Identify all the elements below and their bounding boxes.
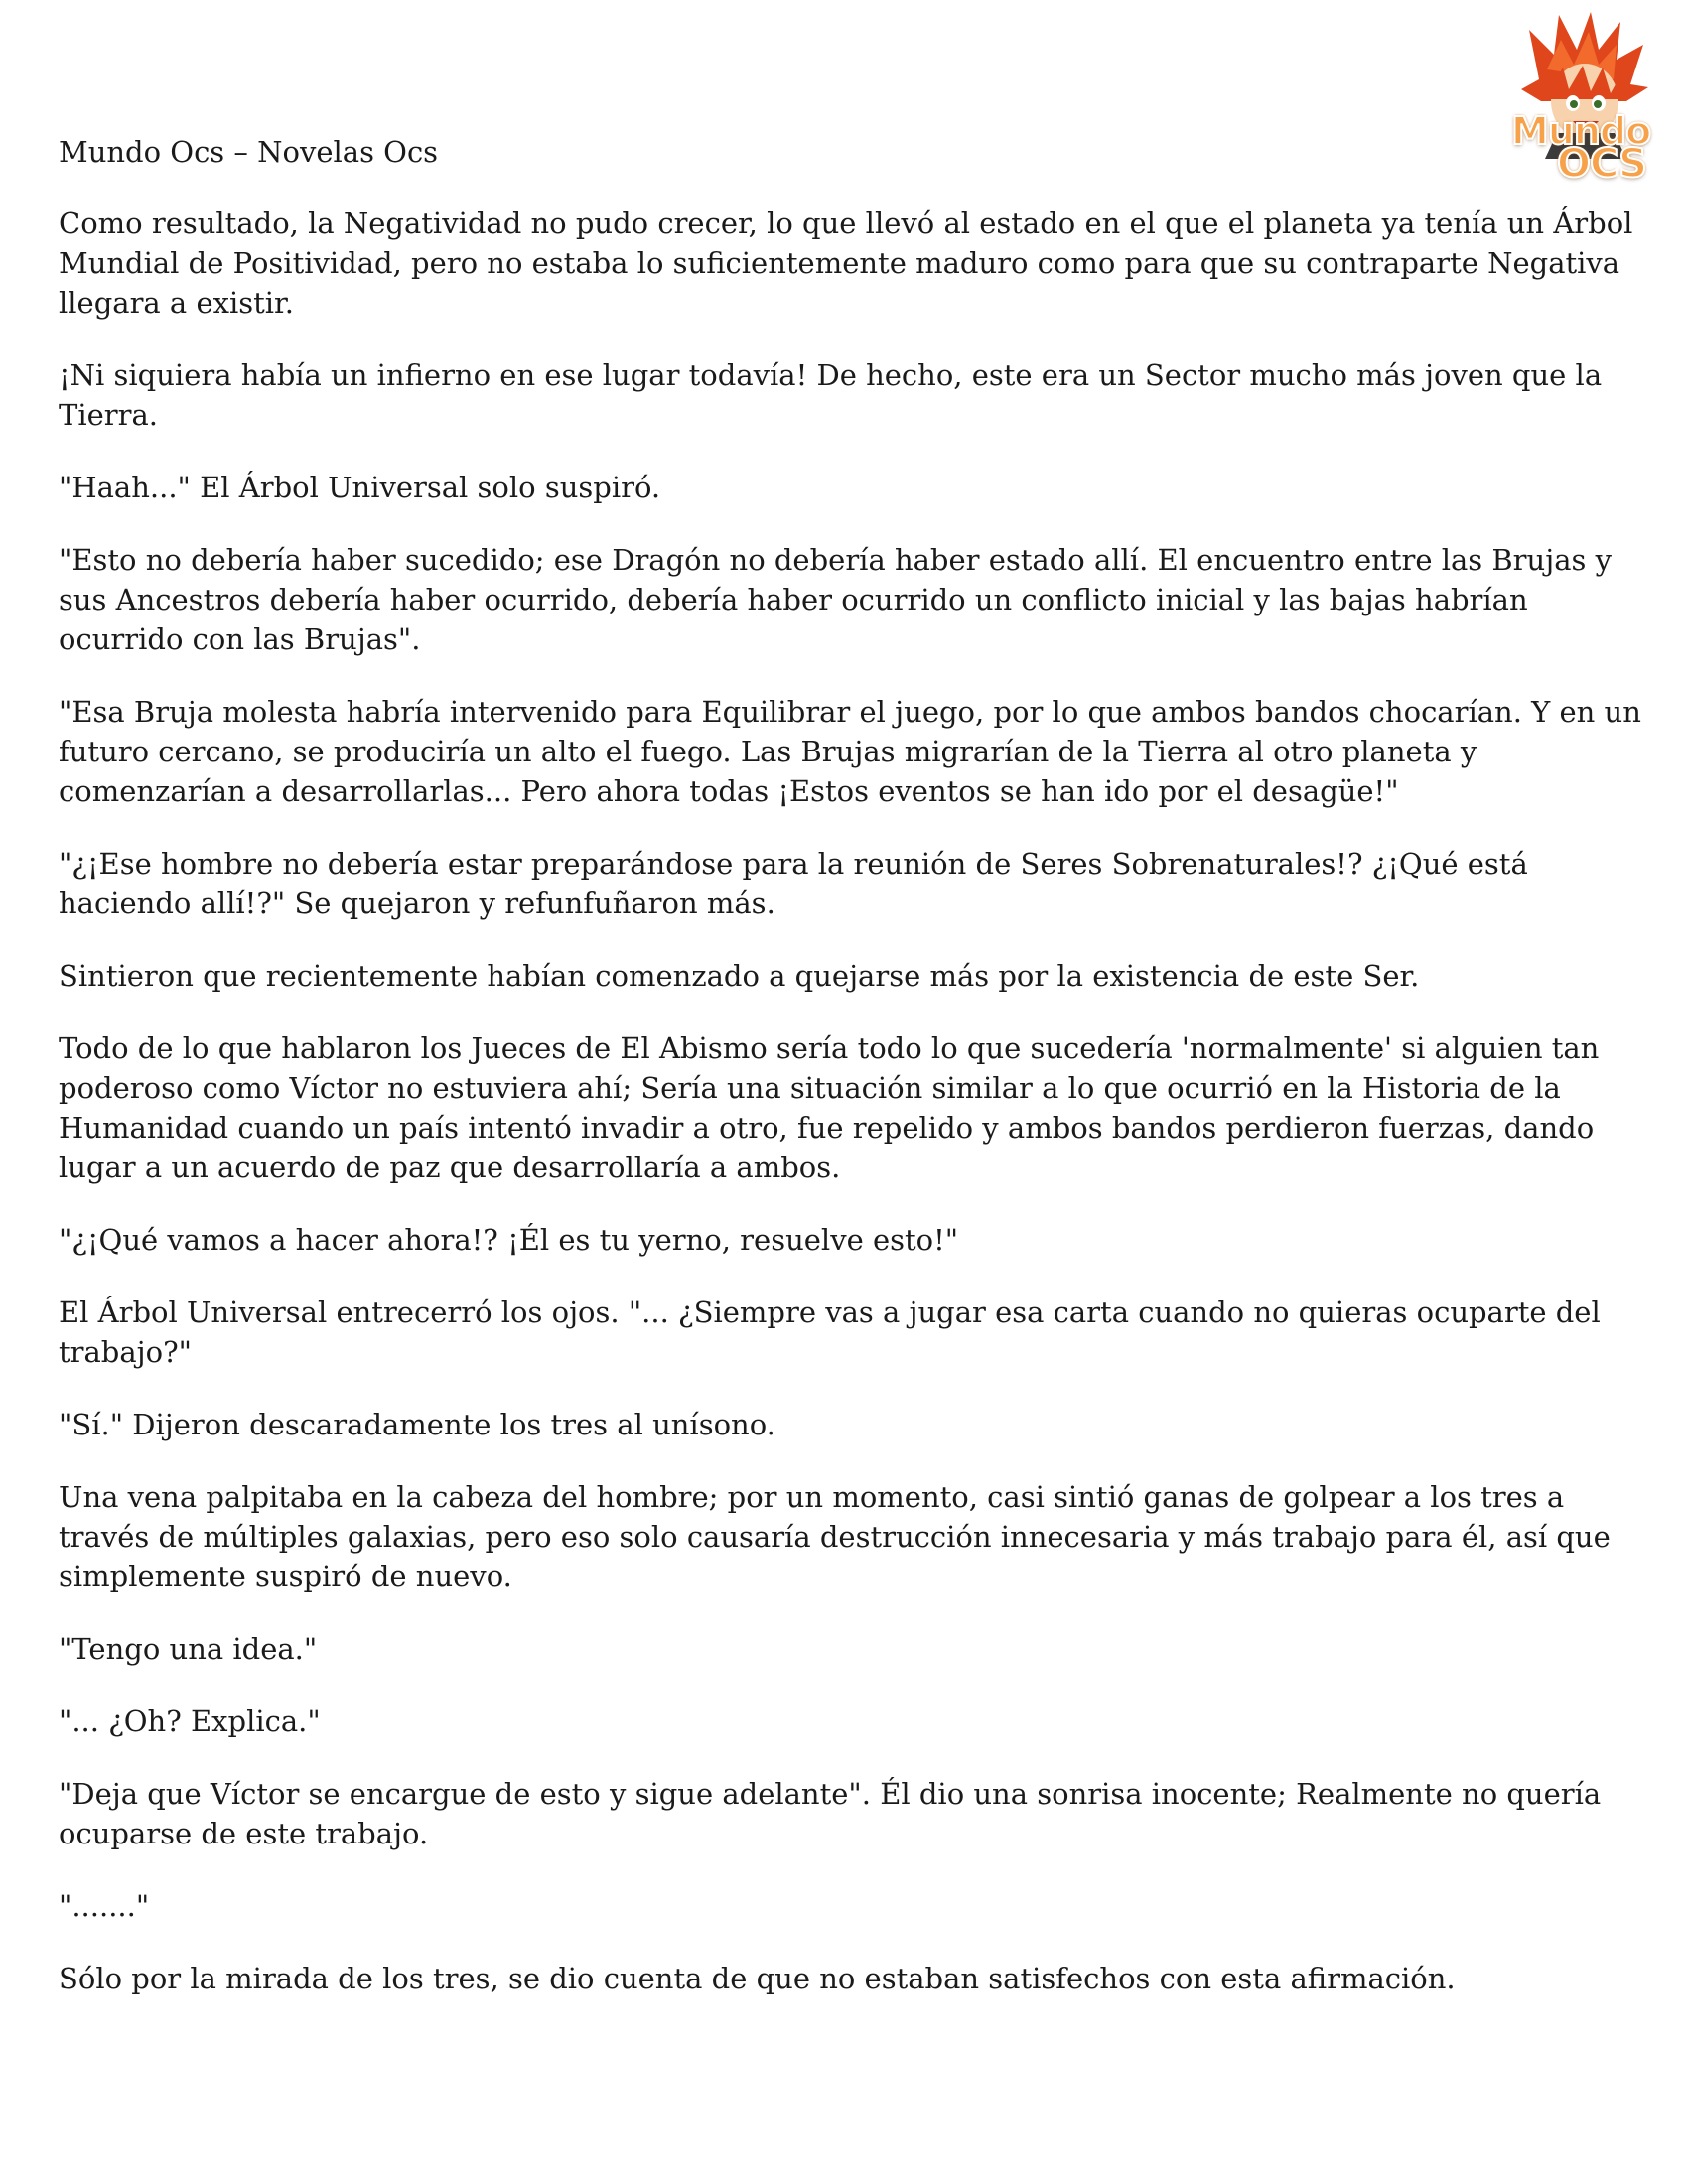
paragraph: "Deja que Víctor se encargue de esto y sigue adelante". Él dio una sonrisa inocente; Realmente no quería ocuparse de este trabajo. (59, 1777, 1602, 1850)
mundo-ocs-logo (1499, 10, 1668, 187)
paragraph: "......." (59, 1889, 150, 1923)
paragraph: "... ¿Oh? Explica." (59, 1705, 321, 1738)
document-body (59, 204, 1647, 2031)
paragraph: "Esa Bruja molesta habría intervenido para Equilibrar el juego, por lo que ambos bandos chocarían. Y en un futuro cercano, se produciría un alto el fuego. Las Brujas migrarían de la Tierra al otro planeta y comenzarían a desarrollarlas... Pero ahora todas ¡Estos eventos se han ido por el desagüe!" (59, 695, 1641, 808)
paragraph: Una vena palpitaba en la cabeza del hombre; por un momento, casi sintió ganas de golpear a los tres a través de múltiples galaxias, pero eso solo causaría destrucción innecesaria y más trabajo para él, así que simplemente suspiró de nuevo. (59, 1480, 1611, 1593)
paragraph: "¿¡Qué vamos a hacer ahora!? ¡Él es tu yerno, resuelve esto!" (59, 1223, 959, 1257)
page-header: Mundo Ocs – Novelas Ocs (59, 135, 439, 169)
paragraph: "¿¡Ese hombre no debería estar preparándose para la reunión de Seres Sobrenaturales!? ¿¡Qué está haciendo allí!?" Se quejaron y refunfuñaron más. (59, 847, 1528, 920)
paragraph: "Esto no debería haber sucedido; ese Dragón no debería haber estado allí. El encuentro entre las Brujas y sus Ancestros debería haber ocurrido, debería haber ocurrido un conflicto inicial y las bajas habrían ocurrido con las Brujas". (59, 543, 1612, 656)
paragraph: Todo de lo que hablaron los Jueces de El Abismo sería todo lo que sucedería 'normalmente' si alguien tan poderoso como Víctor no estuviera ahí; Sería una situación similar a lo que ocurrió en la Historia de la Humanidad cuando un país intentó invadir a otro, fue repelido y ambos bandos perdieron fuerzas, dando lugar a un acuerdo de paz que desarrollaría a ambos. (59, 1031, 1600, 1184)
paragraph: "Sí." Dijeron descaradamente los tres al unísono. (59, 1408, 775, 1441)
logo-word-mundo: Mundo (1511, 109, 1651, 153)
paragraph: ¡Ni siquiera había un infierno en ese lugar todavía! De hecho, este era un Sector mucho más joven que la Tierra. (59, 358, 1603, 432)
paragraph: "Tengo una idea." (59, 1632, 318, 1666)
paragraph: El Árbol Universal entrecerró los ojos. "... ¿Siempre vas a jugar esa carta cuando no quieras ocuparte del trabajo?" (59, 1296, 1601, 1369)
logo-word-ocs: OCS (1557, 141, 1646, 187)
paragraph: Como resultado, la Negatividad no pudo crecer, lo que llevó al estado en el que el planeta ya tenía un Árbol Mundial de Positividad, pero no estaba lo suficientemente maduro como para que su contraparte Negativa llegara a existir. (59, 206, 1633, 320)
paragraph: Sintieron que recientemente habían comenzado a quejarse más por la existencia de este Ser. (59, 959, 1420, 993)
paragraph: Sólo por la mirada de los tres, se dio cuenta de que no estaban satisfechos con esta afirmación. (59, 1962, 1456, 1995)
paragraph: "Haah..." El Árbol Universal solo suspiró. (59, 471, 661, 504)
